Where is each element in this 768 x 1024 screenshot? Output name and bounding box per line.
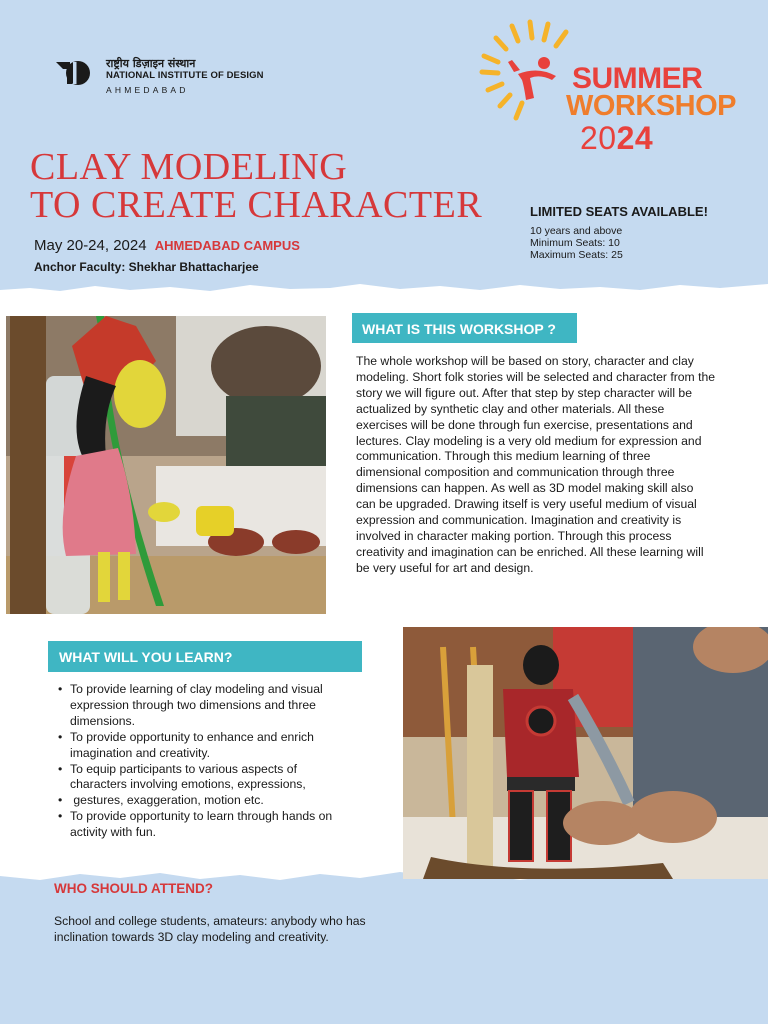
list-item: • To provide learning of clay modeling and visual expression through two dimensions and three dimensions. [58,682,348,730]
badge-workshop: WORKSHOP [566,90,736,122]
photo-clay-figurine [6,316,326,614]
torn-edge-top [0,282,768,296]
logo-hindi: राष्ट्रीय डिज़ाइन संस्थान [106,57,196,70]
nid-logo-icon [56,60,92,86]
what-is-workshop-heading: WHAT IS THIS WORKSHOP ? [352,313,577,343]
badge-year [580,120,653,157]
dates-value: May 20-24, 2024 [34,237,147,254]
what-is-workshop-text: The whole workshop will be based on story, character and clay modeling. Short folk stories will be selected and character from the story we will figure out. After that step by step character will be actualized by synthetic clay and other materials. All these exercises will be done through fun exercise, presentations and lectures. Clay modeling is a very old medium for expression and communication. Through this medium learning of three dimensional composition and communication through three dimensions can happen. As well as 3D model making skill also can be upgraded. Drawing itself is very useful medium of visual expression and communication. Imagination and creativity is involved in character making portion. Through this process creativity and imagination can be enriched. All these learning will be very useful for art and design. [356,354,716,575]
who-should-attend-text: School and college students, amateurs: anybody who has inclination towards 3D clay modeling and creativity. [54,914,366,944]
page-title [30,148,482,224]
nid-logo [56,58,264,98]
title-line-1: CLAY MODELING [30,146,348,188]
list-item: • To provide opportunity to learn through hands on activity with fun. [58,809,348,841]
learn-list [58,682,348,841]
anchor-faculty: Anchor Faculty: Shekhar Bhattacharjee [34,260,259,274]
seats-info [530,204,708,261]
list-item: • To equip participants to various aspects of characters involving emotions, expressions, [58,762,348,794]
logo-english: NATIONAL INSTITUTE OF DESIGN [106,70,264,81]
title-line-2: TO CREATE CHARACTER [30,184,483,226]
seats-min: Minimum Seats: 10 [530,237,620,249]
badge-year-suffix: 24 [616,120,654,156]
seats-age: 10 years and above [530,225,623,237]
badge-year-prefix: 20 [580,120,617,156]
badge-summer: SUMMER [572,62,703,95]
what-will-you-learn-heading: WHAT WILL YOU LEARN? [48,641,362,672]
summer-workshop-badge [478,16,738,156]
logo-city: AHMEDABAD [106,85,189,95]
photo-clay-robot [403,627,768,879]
seats-max: Maximum Seats: 25 [530,249,623,261]
list-item: • gestures, exaggeration, motion etc. [58,793,348,809]
who-should-attend-heading: WHO SHOULD ATTEND? [54,881,213,896]
event-dates [34,237,300,254]
seats-heading: LIMITED SEATS AVAILABLE! [530,204,708,219]
campus-label: AHMEDABAD CAMPUS [154,238,300,253]
list-item: • To provide opportunity to enhance and enrich imagination and creativity. [58,730,348,762]
